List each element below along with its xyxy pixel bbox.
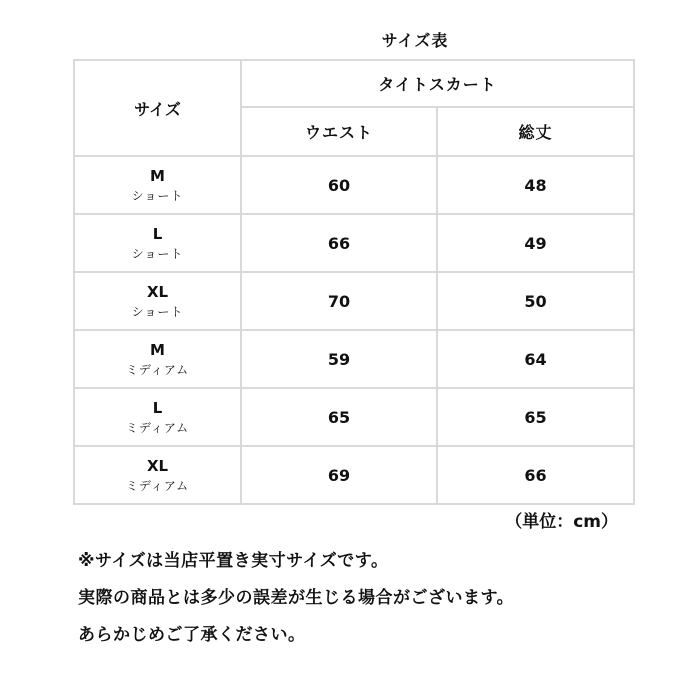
- length-value: 49: [437, 214, 634, 272]
- size-label: XL: [146, 457, 169, 475]
- table-row: [74, 388, 634, 446]
- waist-value: 70: [241, 272, 437, 330]
- size-type: ミディアム: [125, 479, 190, 493]
- table-row: [74, 214, 634, 272]
- table-row: [74, 156, 634, 214]
- waist-value: 66: [241, 214, 437, 272]
- table-row: [74, 272, 634, 330]
- waist-value: 65: [241, 388, 437, 446]
- table-row: [74, 446, 634, 504]
- size-cell: [74, 272, 241, 330]
- size-cell: [74, 446, 241, 504]
- size-cell: [74, 388, 241, 446]
- waist-value: 60: [241, 156, 437, 214]
- length-value: 66: [437, 446, 634, 504]
- size-type: ミディアム: [125, 421, 190, 435]
- length-value: 50: [437, 272, 634, 330]
- size-cell: [74, 214, 241, 272]
- size-table: [73, 59, 635, 505]
- size-label: L: [152, 225, 163, 243]
- note-line: あらかじめご了承ください。: [78, 625, 306, 645]
- header-length: 総丈: [437, 107, 634, 156]
- note-line: ※サイズは当店平置き実寸サイズです。: [78, 551, 389, 571]
- table-title: サイズ表: [381, 31, 449, 50]
- note-line: 実際の商品とは多少の誤差が生じる場合がございます。: [78, 588, 515, 608]
- waist-value: 59: [241, 330, 437, 388]
- length-value: 64: [437, 330, 634, 388]
- size-type: ショート: [131, 305, 184, 319]
- size-label: M: [150, 341, 165, 359]
- header-size: サイズ: [74, 60, 241, 156]
- length-value: 65: [437, 388, 634, 446]
- size-type: ショート: [131, 247, 184, 261]
- notes: [78, 543, 514, 654]
- header-skirt-type: タイトスカート: [241, 60, 634, 107]
- size-cell: [74, 330, 241, 388]
- size-label: XL: [146, 283, 169, 301]
- waist-value: 69: [241, 446, 437, 504]
- size-label: L: [152, 399, 163, 417]
- size-type: ショート: [131, 189, 184, 203]
- length-value: 48: [437, 156, 634, 214]
- size-label: M: [150, 167, 165, 185]
- size-cell: [74, 156, 241, 214]
- unit-label: （単位：cm）: [505, 512, 618, 532]
- header-waist: ウエスト: [241, 107, 437, 156]
- size-type: ミディアム: [125, 363, 190, 377]
- table-row: [74, 330, 634, 388]
